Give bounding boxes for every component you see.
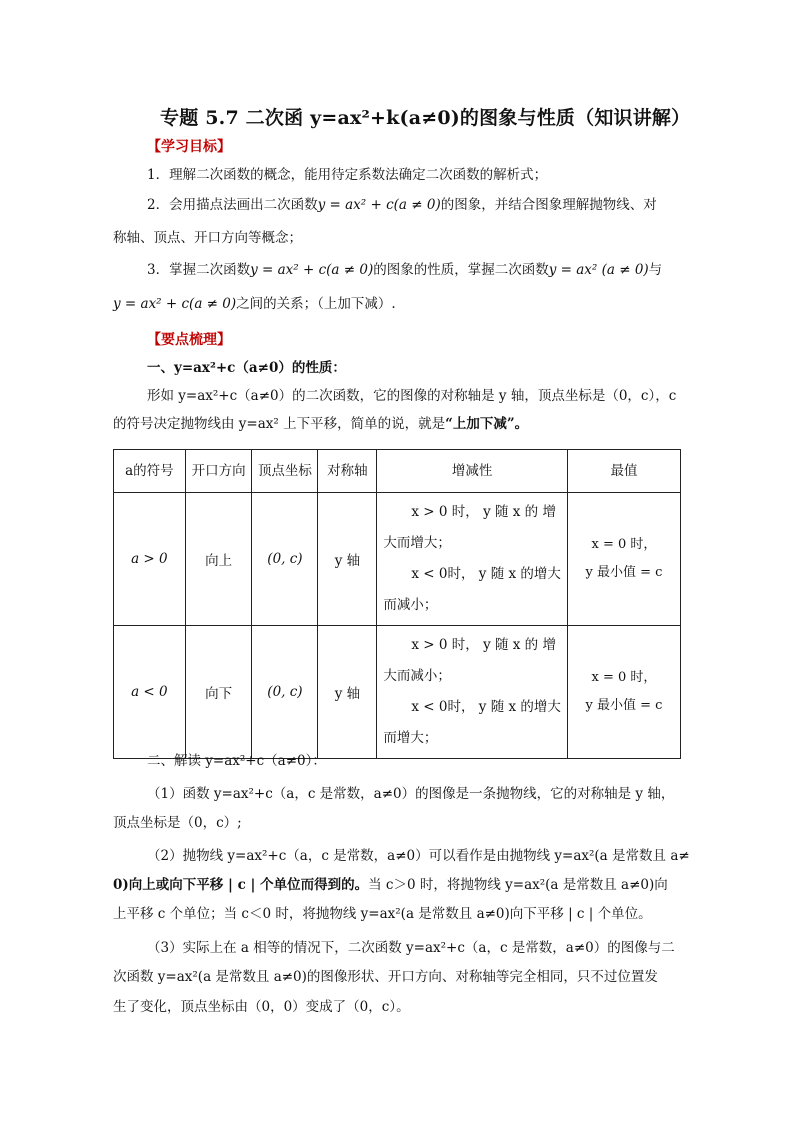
- table-row: [114, 626, 681, 759]
- section2-p2-line3: 上平移 c 个单位；当 c＜0 时，将抛物线 y=ax²(a 是常数且 a≠0)向下平移 | c | 个单位。: [113, 906, 652, 922]
- table-header-row: [114, 450, 681, 493]
- open-cell: 向下: [185, 626, 252, 759]
- section2-p1-line2: 顶点坐标是（0，c）;: [113, 815, 242, 831]
- axis-cell: y 轴: [318, 493, 377, 626]
- header-cell: 顶点坐标: [252, 450, 318, 493]
- learning-goals-heading: 【学习目标】: [147, 139, 231, 155]
- section2-p2-line2: 0)向上或向下平移 | c | 个单位而得到的。当 c＞0 时，将抛物线 y=ax²(a 是常数且 a≠0)向: [113, 877, 668, 893]
- header-cell: a的符号: [114, 450, 186, 493]
- vertex-cell: (0, c): [252, 493, 318, 626]
- header-cell: 增减性: [377, 450, 568, 493]
- subsection-2-heading: 二、解读 y=ax²+c（a≠0）：: [147, 753, 326, 769]
- header-cell: 最值: [567, 450, 680, 493]
- header-cell: 开口方向: [185, 450, 252, 493]
- extremum-cell: x = 0 时， y 最小值 = c: [567, 626, 680, 759]
- section2-p1-line1: （1）函数 y=ax²+c（a，c 是常数，a≠0）的图像是一条抛物线，它的对称轴是 y 轴，: [147, 786, 675, 802]
- subsection-1-heading: 一、y=ax²+c（a≠0）的性质：: [147, 360, 346, 376]
- goal-item-2-cont: 称轴、顶点、开口方向等概念；: [113, 230, 302, 246]
- key-points-heading: 【要点梳理】: [147, 332, 231, 348]
- sign-cell: a > 0: [114, 493, 186, 626]
- vertex-cell: (0, c): [252, 626, 318, 759]
- header-cell: 对称轴: [318, 450, 377, 493]
- formula-quadratic: y = ax² + c(a ≠ 0): [113, 296, 237, 312]
- monotonicity-cell: x > 0 时， y 随 x 的 增 大而增大； x < 0时， y 随 x 的增大 而减小；: [377, 493, 568, 626]
- axis-cell: y 轴: [318, 626, 377, 759]
- formula-quadratic-base: y = ax² (a ≠ 0): [548, 262, 649, 278]
- section2-p3-line3: 生了变化，顶点坐标由（0，0）变成了（0，c）。: [113, 999, 410, 1015]
- goal-item-3: 3．掌握二次函数y = ax² + c(a ≠ 0)的图象的性质，掌握二次函数y = ax² (a ≠ 0)与: [147, 262, 663, 278]
- property-para-line1: 形如 y=ax²+c（a≠0）的二次函数，它的图像的对称轴是 y 轴，顶点坐标是（0，c），c: [147, 388, 677, 404]
- table-row: [114, 493, 681, 626]
- section2-p2-line1: （2）抛物线 y=ax²+c（a，c 是常数，a≠0）可以看作是由抛物线 y=ax²(a 是常数且 a≠: [147, 848, 690, 864]
- section2-p3-line1: （3）实际上在 a 相等的情况下，二次函数 y=ax²+c（a，c 是常数，a≠0）的图像与二: [147, 940, 675, 956]
- goal-item-1: 1．理解二次函数的概念，能用待定系数法确定二次函数的解析式；: [147, 167, 548, 183]
- section2-p3-line2: 次函数 y=ax²(a 是常数且 a≠0)的图像形状、开口方向、对称轴等完全相同，只不过位置发: [113, 969, 658, 985]
- properties-table: [113, 449, 681, 759]
- extremum-cell: x = 0 时， y 最小值 = c: [567, 493, 680, 626]
- goal-item-3-cont: y = ax² + c(a ≠ 0)之间的关系；（上加下减）.: [113, 296, 396, 312]
- property-para-line2: 的符号决定抛物线由 y=ax² 上下平移，简单的说，就是“上加下减”。: [113, 416, 529, 432]
- goal-item-2: 2．会用描点法画出二次函数y = ax² + c(a ≠ 0)的图象，并结合图象理解抛物线、对: [147, 197, 657, 213]
- page-title: 专题 5.7 二次函 y=ax²+k(a≠0)的图象与性质（知识讲解）: [160, 107, 691, 129]
- formula-quadratic: y = ax² + c(a ≠ 0): [250, 262, 374, 278]
- monotonicity-cell: x > 0 时， y 随 x 的 增 大而减小； x < 0时， y 随 x 的增大 而增大；: [377, 626, 568, 759]
- sign-cell: a < 0: [114, 626, 186, 759]
- open-cell: 向上: [185, 493, 252, 626]
- formula-quadratic: y = ax² + c(a ≠ 0): [317, 197, 441, 213]
